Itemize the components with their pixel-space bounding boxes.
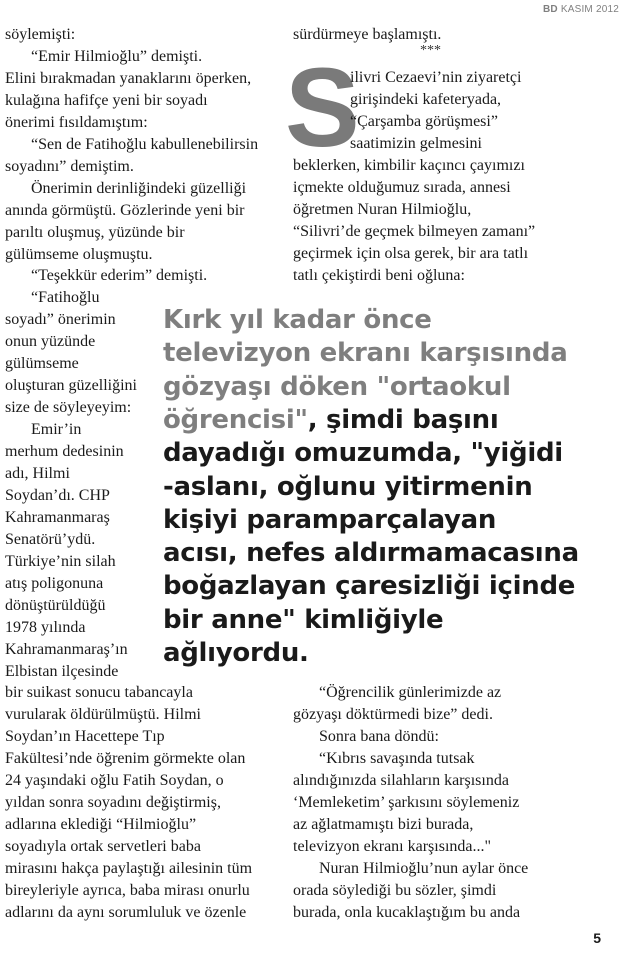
text-line: dönüştürüldüğü <box>5 596 106 614</box>
text-line: parıltı oluşmuş, yüzünde bir <box>5 223 185 241</box>
text-line: mirasını hakça paylaştığı ailesinin tüm <box>5 860 253 877</box>
pull-quote-segment: bir anne" kimliğiyle <box>163 604 444 635</box>
text-line: Soydan’dı. CHP <box>5 486 110 504</box>
pull-quote-line <box>163 337 567 370</box>
pull-quote-line <box>163 637 309 670</box>
text-line: Soydan’ın Hacettepe Tıp <box>5 728 165 745</box>
text-line: “Kıbrıs savaşında tutsak <box>319 750 475 767</box>
text-line: geçirmek için olsa gerek, bir ara tatlı <box>293 245 529 262</box>
text-line: gülümseme oluşmuştu. <box>5 245 153 263</box>
pull-quote-line <box>163 504 496 537</box>
pull-quote-line <box>163 604 443 637</box>
pull-quote-line <box>163 404 498 437</box>
text-line: bir suikast sonucu tabancayla <box>5 684 193 701</box>
text-line: Önerimin derinliğindeki güzelliği <box>31 179 247 197</box>
text-line: önerimi fısıldamıştım: <box>5 113 148 131</box>
text-line: merhum dedesinin <box>5 443 124 461</box>
text-line: Fakültesi’nde öğrenim görmekte olan <box>5 750 246 767</box>
pull-quote-segment: kişiyi paramparçalayan <box>163 504 497 535</box>
text-line: içmekte olduğumuz sırada, annesi <box>293 179 511 196</box>
pull-quote-segment: Kırk yıl kadar önce <box>163 305 432 335</box>
text-line: vurularak öldürülmüştü. Hilmi <box>5 706 201 723</box>
text-line: “Teşekkür ederim” demişti. <box>31 267 208 285</box>
text-line: tatlı çekiştirdi beni oğluna: <box>293 267 465 284</box>
text-line: az ağlatmamıştı bizi burada, <box>293 816 474 833</box>
drop-cap: S <box>285 45 360 170</box>
pull-quote-line <box>163 371 511 404</box>
text-line: adlarını da aynı sorumluluk ve özenle <box>5 904 247 921</box>
text-line: ilivri Cezaevi’nin ziyaretçi <box>350 69 522 86</box>
text-line: yıldan sonra soyadını değiştirmiş, <box>5 794 221 811</box>
pull-quote-line <box>163 537 579 570</box>
text-line: atış poligonuna <box>5 574 104 592</box>
text-line: onun yüzünde <box>5 333 96 351</box>
text-line: oluşturan güzelliğini <box>5 377 137 395</box>
issue-date: KASIM 2012 <box>560 4 619 15</box>
text-line: söylemişti: <box>5 26 76 43</box>
text-line: “Sen de Fatihoğlu kabullenebilirsin <box>31 135 259 153</box>
pull-quote-line <box>163 437 563 470</box>
text-line: “Silivri’de geçmek bilmeyen zamanı” <box>293 223 536 240</box>
text-line: girişindeki kafeteryada, <box>350 91 502 108</box>
text-line: 24 yaşındaki oğlu Fatih Soydan, o <box>5 772 224 789</box>
pull-quote-segment: acısı, nefes aldırmamacasına <box>163 538 579 569</box>
text-line: 1978 yılında <box>5 618 86 636</box>
text-line: “Çarşamba görüşmesi” <box>350 113 498 130</box>
pull-quote-segment: gözyaşı döken "ortaokul <box>163 371 511 402</box>
text-line: Kahramanmaraş’ın <box>5 640 128 658</box>
pull-quote-segment: öğrencisi" <box>163 404 308 435</box>
pull-quote-line <box>163 304 432 337</box>
text-line: soyadını” demiştim. <box>5 157 134 175</box>
text-line: anında görmüştü. Gözlerinde yeni bir <box>5 201 245 219</box>
text-line: “Öğrencilik günlerimizde az <box>319 684 502 701</box>
magazine-brand: BD <box>543 4 558 15</box>
text-line: gözyaşı döktürmedi bize” dedi. <box>293 706 493 723</box>
page-header <box>543 4 619 15</box>
text-line: orada söylediği bu sözler, şimdi <box>293 882 497 899</box>
text-line: beklerken, kimbilir kaçıncı çayımızı <box>293 157 525 174</box>
text-line: Elini bırakmadan yanaklarını öperken, <box>5 69 252 87</box>
text-line: gülümseme <box>5 355 79 373</box>
text-line: size de söyleyeyim: <box>5 399 132 417</box>
text-line: adlarına eklediği “Hilmioğlu” <box>5 816 197 833</box>
text-line: bireyleriyle ayrıca, baba mirası onurlu <box>5 882 250 899</box>
right-column-first-line: sürdürmeye başlamıştı. <box>293 26 442 43</box>
text-line: öğretmen Nuran Hilmioğlu, <box>293 201 472 218</box>
text-line: Senatörü’ydü. <box>5 530 96 548</box>
pull-quote-segment: -aslanı, oğlunu yitirmenin <box>163 471 533 502</box>
page-number: 5 <box>593 930 601 946</box>
text-line: Nuran Hilmioğlu’nun aylar önce <box>319 860 529 877</box>
text-line: kulağına hafifçe yeni bir soyadı <box>5 91 208 109</box>
text-line: burada, onla kucaklaştığım bu anda <box>293 904 521 921</box>
text-line: Sonra bana döndü: <box>319 728 439 745</box>
text-line: Emir’in <box>31 421 82 439</box>
text-line: televizyon ekranı karşısında..." <box>293 838 492 855</box>
pull-quote-segment: boğazlayan çaresizliği içinde <box>163 571 576 602</box>
text-line: adı, Hilmi <box>5 465 70 482</box>
text-line: ‘Memleketim’ şarkısını söylemeniz <box>293 794 520 811</box>
text-line: soyadıyla ortak servetleri baba <box>5 838 201 855</box>
pull-quote-segment: ağlıyordu. <box>163 638 309 668</box>
text-line: Türkiye’nin silah <box>5 552 116 570</box>
pull-quote-segment: televizyon ekranı karşısında <box>163 338 568 369</box>
text-line: saatimizin gelmesini <box>350 135 482 152</box>
text-line: soyadı” önerimin <box>5 311 116 329</box>
text-line: “Emir Hilmioğlu” demişti. <box>31 47 203 65</box>
section-separator: *** <box>420 43 441 58</box>
text-line: alındığınızda silahların karşısında <box>293 772 509 789</box>
pull-quote-line <box>163 570 575 603</box>
text-line: Elbistan ilçesinde <box>5 662 119 680</box>
pull-quote-segment: , şimdi başını <box>307 404 499 435</box>
text-line: Kahramanmaraş <box>5 508 110 526</box>
pull-quote-segment: dayadığı omuzumda, "yiğidi <box>163 438 563 469</box>
pull-quote-line <box>163 471 532 504</box>
text-line: “Fatihoğlu <box>31 289 100 307</box>
